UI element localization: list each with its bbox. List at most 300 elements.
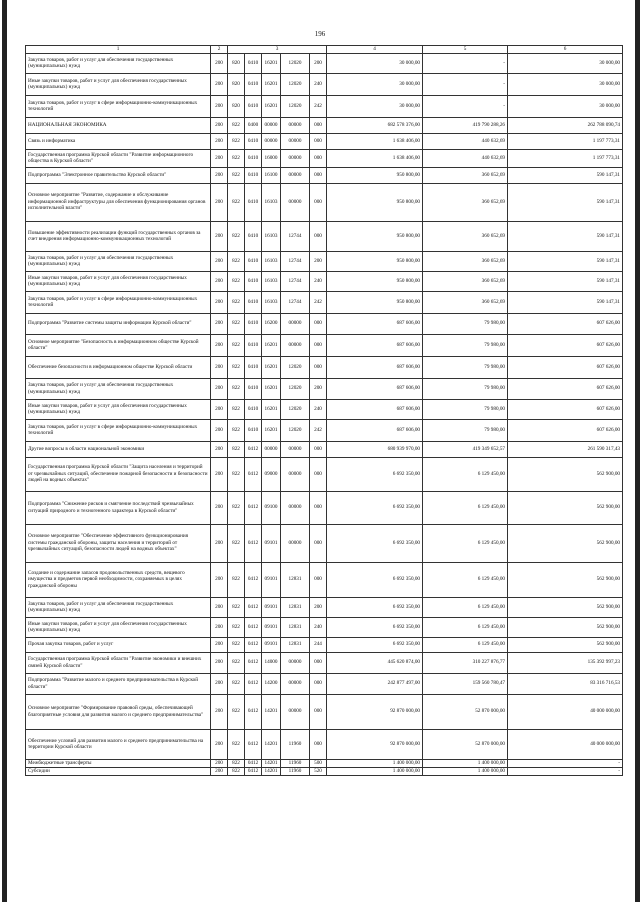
code-cell: 200 <box>211 73 228 95</box>
code-cell: 000 <box>310 491 327 524</box>
code-cell: 200 <box>211 291 228 313</box>
amount-cell: 30 000,00 <box>508 73 623 95</box>
table-row <box>26 291 623 313</box>
code-cell: 244 <box>310 637 327 652</box>
amount-cell: 562 900,00 <box>508 617 623 637</box>
amount-cell: 79 980,00 <box>423 356 508 378</box>
row-label: Подпрограмма "Электронное правительство Курской области" <box>26 167 211 183</box>
amount-cell: 159 560 780,47 <box>423 673 508 694</box>
code-cell: 11960 <box>281 767 310 775</box>
amount-cell: 440 632,69 <box>423 149 508 167</box>
code-cell: 500 <box>310 759 327 767</box>
code-cell: 822 <box>228 291 245 313</box>
code-cell: 200 <box>211 729 228 759</box>
code-cell: 00000 <box>281 652 310 673</box>
amount-cell: 562 900,00 <box>508 457 623 491</box>
code-cell: 12744 <box>281 221 310 251</box>
table-body <box>26 53 623 775</box>
code-cell: 820 <box>228 95 245 117</box>
code-cell: 16103 <box>262 183 281 221</box>
amount-cell: 687 606,00 <box>327 399 423 419</box>
code-cell: 000 <box>310 694 327 729</box>
code-cell: 12744 <box>281 271 310 291</box>
code-cell: 00000 <box>281 183 310 221</box>
code-cell: 200 <box>211 491 228 524</box>
amount-cell: 30 000,00 <box>327 73 423 95</box>
code-cell: 0412 <box>245 767 262 775</box>
amount-cell: - <box>423 73 508 95</box>
code-cell: 0410 <box>245 399 262 419</box>
code-cell: 000 <box>310 729 327 759</box>
table-row <box>26 673 623 694</box>
code-cell: 200 <box>211 562 228 597</box>
code-cell: 200 <box>211 53 228 73</box>
code-cell: 09000 <box>262 457 281 491</box>
code-cell: 200 <box>310 597 327 617</box>
code-cell: 242 <box>310 95 327 117</box>
amount-cell: 360 652,69 <box>423 251 508 271</box>
code-cell: 240 <box>310 271 327 291</box>
code-cell: 09100 <box>262 491 281 524</box>
code-cell: 0410 <box>245 419 262 441</box>
row-label: Субсидии <box>26 767 211 775</box>
code-cell: 0412 <box>245 673 262 694</box>
amount-cell: 40 000 000,00 <box>508 694 623 729</box>
code-cell: 12020 <box>281 378 310 399</box>
row-label: НАЦИОНАЛЬНАЯ ЭКОНОМИКА <box>26 117 211 133</box>
row-label: Подпрограмма "Снижение рисков и смягчение последствий чрезвычайных ситуаций природного и техногенного характера в Курской области" <box>26 491 211 524</box>
amount-cell: 445 620 874,00 <box>327 652 423 673</box>
code-cell: 000 <box>310 133 327 149</box>
code-cell: 200 <box>310 53 327 73</box>
table-row <box>26 221 623 251</box>
amount-cell: 360 652,69 <box>423 271 508 291</box>
code-cell: 12831 <box>281 617 310 637</box>
code-cell: 16201 <box>262 399 281 419</box>
code-cell: 822 <box>228 457 245 491</box>
table-row <box>26 183 623 221</box>
scan-edge-left <box>2 0 7 902</box>
table-row <box>26 729 623 759</box>
amount-cell: 79 980,00 <box>423 313 508 334</box>
code-cell: 822 <box>228 251 245 271</box>
amount-cell: 30 000,00 <box>508 53 623 73</box>
code-cell: 240 <box>310 617 327 637</box>
amount-cell: 682 578 376,00 <box>327 117 423 133</box>
amount-cell: 92 870 000,00 <box>327 729 423 759</box>
code-cell: 00000 <box>281 133 310 149</box>
amount-cell: - <box>508 767 623 775</box>
amount-cell: 79 980,00 <box>423 419 508 441</box>
table-row <box>26 637 623 652</box>
code-cell: 00000 <box>281 167 310 183</box>
amount-cell: 30 000,00 <box>508 95 623 117</box>
amount-cell: 950 800,00 <box>327 221 423 251</box>
amount-cell: 6 692 350,00 <box>327 524 423 562</box>
code-cell: 12831 <box>281 637 310 652</box>
code-cell: 0412 <box>245 729 262 759</box>
code-cell: 822 <box>228 334 245 356</box>
code-cell: 11960 <box>281 729 310 759</box>
amount-cell: 590 147,31 <box>508 183 623 221</box>
amount-cell: 607 626,00 <box>508 378 623 399</box>
code-cell: 0410 <box>245 313 262 334</box>
amount-cell: 590 147,31 <box>508 221 623 251</box>
amount-cell: 687 606,00 <box>327 334 423 356</box>
column-number-row <box>26 46 623 54</box>
code-cell: 0410 <box>245 378 262 399</box>
amount-cell: 30 000,00 <box>327 95 423 117</box>
table-row <box>26 149 623 167</box>
amount-cell: 6 692 350,00 <box>327 457 423 491</box>
code-cell: 16201 <box>262 378 281 399</box>
code-cell: 0410 <box>245 334 262 356</box>
code-cell: 0410 <box>245 73 262 95</box>
table-row <box>26 95 623 117</box>
row-label: Государственная программа Курской области "Развитие информационного общества в Курской области" <box>26 149 211 167</box>
amount-cell: 6 129 450,00 <box>423 637 508 652</box>
amount-cell: 1 197 773,31 <box>508 133 623 149</box>
code-cell: 14000 <box>262 652 281 673</box>
code-cell: 000 <box>310 149 327 167</box>
table-row <box>26 334 623 356</box>
code-cell: 822 <box>228 729 245 759</box>
amount-cell: 360 652,69 <box>423 221 508 251</box>
row-label: Иные закупки товаров, работ и услуг для обеспечения государственных (муниципальных) нужд <box>26 271 211 291</box>
code-cell: 0412 <box>245 491 262 524</box>
code-cell: 822 <box>228 183 245 221</box>
code-cell: 0410 <box>245 291 262 313</box>
code-cell: 00000 <box>262 117 281 133</box>
code-cell: 822 <box>228 399 245 419</box>
table-row <box>26 419 623 441</box>
table-row <box>26 457 623 491</box>
table-row <box>26 759 623 767</box>
code-cell: 000 <box>310 524 327 562</box>
row-label: Прочая закупка товаров, работ и услуг <box>26 637 211 652</box>
amount-cell: 1 400 000,00 <box>327 767 423 775</box>
code-cell: 0412 <box>245 652 262 673</box>
code-cell: 200 <box>211 759 228 767</box>
amount-cell: 30 000,00 <box>327 53 423 73</box>
amount-cell: - <box>423 53 508 73</box>
page-number: 196 <box>314 30 326 38</box>
amount-cell: 950 800,00 <box>327 183 423 221</box>
amount-cell: 607 626,00 <box>508 334 623 356</box>
code-cell: 200 <box>310 378 327 399</box>
amount-cell: 1 400 000,00 <box>423 767 508 775</box>
table-row <box>26 117 623 133</box>
code-cell: 0412 <box>245 441 262 457</box>
code-cell: 822 <box>228 524 245 562</box>
code-cell: 822 <box>228 356 245 378</box>
code-cell: 00000 <box>281 334 310 356</box>
table-row <box>26 167 623 183</box>
code-cell: 0412 <box>245 562 262 597</box>
amount-cell: 79 980,00 <box>423 378 508 399</box>
amount-cell: 6 692 350,00 <box>327 637 423 652</box>
row-label: Закупка товаров, работ и услуг в сфере информационно-коммуникационных технологий <box>26 419 211 441</box>
code-cell: 822 <box>228 597 245 617</box>
code-cell: 822 <box>228 117 245 133</box>
table-row <box>26 356 623 378</box>
row-label: Повышение эффективности реализации функций государственных органов за счет внедрения информационно-коммуникационных технологий <box>26 221 211 251</box>
code-cell: 822 <box>228 378 245 399</box>
amount-cell: 419 349 652,57 <box>423 441 508 457</box>
code-cell: 00000 <box>281 149 310 167</box>
code-cell: 822 <box>228 221 245 251</box>
amount-cell: 83 316 716,53 <box>508 673 623 694</box>
code-cell: 12020 <box>281 95 310 117</box>
amount-cell: 6 129 450,00 <box>423 491 508 524</box>
amount-cell: 135 392 997,23 <box>508 652 623 673</box>
amount-cell: - <box>423 95 508 117</box>
code-cell: 16201 <box>262 73 281 95</box>
code-cell: 000 <box>310 673 327 694</box>
amount-cell: 6 129 450,00 <box>423 617 508 637</box>
code-cell: 200 <box>211 95 228 117</box>
code-cell: 16201 <box>262 53 281 73</box>
amount-cell: 242 877 497,00 <box>327 673 423 694</box>
row-label: Обеспечение безопасности в информационном обществе Курской области <box>26 356 211 378</box>
code-cell: 822 <box>228 617 245 637</box>
code-cell: 520 <box>310 767 327 775</box>
table-row <box>26 133 623 149</box>
amount-cell: 562 900,00 <box>508 491 623 524</box>
code-cell: 200 <box>211 149 228 167</box>
amount-cell: 52 870 000,00 <box>423 729 508 759</box>
amount-cell: 310 227 876,77 <box>423 652 508 673</box>
table-row <box>26 271 623 291</box>
code-cell: 12020 <box>281 53 310 73</box>
code-cell: 0410 <box>245 271 262 291</box>
amount-cell: 261 590 317,43 <box>508 441 623 457</box>
amount-cell: 562 900,00 <box>508 562 623 597</box>
amount-cell: 262 788 090,74 <box>508 117 623 133</box>
amount-cell: 419 790 288,26 <box>423 117 508 133</box>
amount-cell: 1 400 000,00 <box>327 759 423 767</box>
row-label: Государственная программа Курской области "Защита населения и территорий от чрезвычайных ситуаций, обеспечение пожарной безопасности и безопасности людей на водных объектах" <box>26 457 211 491</box>
code-cell: 000 <box>310 441 327 457</box>
row-label: Создание и содержание запасов продовольственных средств, вещевого имущества и предметов первой необходимости, сохраняемых в целях гражданской обороны <box>26 562 211 597</box>
amount-cell: 6 692 350,00 <box>327 617 423 637</box>
code-cell: 200 <box>211 399 228 419</box>
code-cell: 12744 <box>281 291 310 313</box>
code-cell: 09101 <box>262 597 281 617</box>
code-cell: 12831 <box>281 597 310 617</box>
table-row <box>26 767 623 775</box>
amount-cell: 79 980,00 <box>423 334 508 356</box>
code-cell: 200 <box>211 221 228 251</box>
code-cell: 00000 <box>281 117 310 133</box>
table-row <box>26 694 623 729</box>
amount-cell: 687 606,00 <box>327 356 423 378</box>
code-cell: 0412 <box>245 617 262 637</box>
code-cell: 820 <box>228 53 245 73</box>
row-label: Обеспечение условий для развития малого и среднего предпринимательства на территории Курской области <box>26 729 211 759</box>
code-cell: 242 <box>310 291 327 313</box>
code-cell: 12831 <box>281 562 310 597</box>
header-cell: 5 <box>423 46 508 54</box>
code-cell: 822 <box>228 313 245 334</box>
code-cell: 00000 <box>281 694 310 729</box>
amount-cell: 6 129 450,00 <box>423 562 508 597</box>
code-cell: 200 <box>211 313 228 334</box>
code-cell: 200 <box>211 597 228 617</box>
code-cell: 00000 <box>281 313 310 334</box>
amount-cell: 950 800,00 <box>327 291 423 313</box>
code-cell: 822 <box>228 652 245 673</box>
amount-cell: 1 638 406,00 <box>327 133 423 149</box>
code-cell: 00000 <box>262 133 281 149</box>
code-cell: 822 <box>228 637 245 652</box>
row-label: Иные закупки товаров, работ и услуг для обеспечения государственных (муниципальных) нужд <box>26 399 211 419</box>
code-cell: 822 <box>228 133 245 149</box>
amount-cell: 40 000 000,00 <box>508 729 623 759</box>
code-cell: 12020 <box>281 399 310 419</box>
table-row <box>26 652 623 673</box>
code-cell: 822 <box>228 491 245 524</box>
code-cell: 0412 <box>245 637 262 652</box>
row-label: Государственная программа Курской области "Развитие экономики и внешних связей Курской области" <box>26 652 211 673</box>
code-cell: 822 <box>228 767 245 775</box>
code-cell: 0410 <box>245 95 262 117</box>
code-cell: 822 <box>228 759 245 767</box>
code-cell: 0410 <box>245 149 262 167</box>
row-label: Закупка товаров, работ и услуг для обеспечения государственных (муниципальных) нужд <box>26 378 211 399</box>
code-cell: 14200 <box>262 673 281 694</box>
code-cell: 000 <box>310 652 327 673</box>
code-cell: 200 <box>211 167 228 183</box>
code-cell: 242 <box>310 419 327 441</box>
row-label: Закупка товаров, работ и услуг для обеспечения государственных (муниципальных) нужд <box>26 251 211 271</box>
code-cell: 0410 <box>245 221 262 251</box>
header-cell: 3 <box>228 46 327 54</box>
row-label: Основное мероприятие "Развитие, содержание и обслуживание информационной инфраструктуры для обеспечения функционирования органов исполнительной власти" <box>26 183 211 221</box>
amount-cell: 607 626,00 <box>508 419 623 441</box>
code-cell: 240 <box>310 399 327 419</box>
amount-cell: - <box>508 759 623 767</box>
amount-cell: 6 692 350,00 <box>327 597 423 617</box>
header-cell: 2 <box>211 46 228 54</box>
budget-table <box>25 45 623 776</box>
code-cell: 200 <box>211 117 228 133</box>
row-label: Основное мероприятие "Обеспечение эффективного функционирования системы гражданской обороны, защиты населения и территорий от чрезвычайных ситуаций, безопасности людей на водных объектах" <box>26 524 211 562</box>
code-cell: 200 <box>211 133 228 149</box>
amount-cell: 590 147,31 <box>508 271 623 291</box>
code-cell: 09101 <box>262 562 281 597</box>
code-cell: 200 <box>211 652 228 673</box>
row-label: Связь и информатика <box>26 133 211 149</box>
code-cell: 09101 <box>262 617 281 637</box>
table-row <box>26 562 623 597</box>
amount-cell: 562 900,00 <box>508 637 623 652</box>
code-cell: 0412 <box>245 759 262 767</box>
code-cell: 200 <box>211 183 228 221</box>
code-cell: 00000 <box>281 491 310 524</box>
amount-cell: 562 900,00 <box>508 524 623 562</box>
code-cell: 0400 <box>245 117 262 133</box>
amount-cell: 950 800,00 <box>327 271 423 291</box>
code-cell: 16201 <box>262 356 281 378</box>
code-cell: 822 <box>228 562 245 597</box>
code-cell: 822 <box>228 419 245 441</box>
amount-cell: 6 129 450,00 <box>423 457 508 491</box>
amount-cell: 360 652,69 <box>423 291 508 313</box>
row-label: Основное мероприятие "Формирование правовой среды, обеспечивающей благоприятные условия для развития малого и среднего предпринимательства" <box>26 694 211 729</box>
table-row <box>26 491 623 524</box>
amount-cell: 6 129 450,00 <box>423 524 508 562</box>
code-cell: 14201 <box>262 694 281 729</box>
code-cell: 200 <box>211 419 228 441</box>
code-cell: 000 <box>310 117 327 133</box>
code-cell: 00000 <box>281 457 310 491</box>
code-cell: 16201 <box>262 334 281 356</box>
code-cell: 0410 <box>245 251 262 271</box>
code-cell: 200 <box>211 378 228 399</box>
code-cell: 00000 <box>281 524 310 562</box>
code-cell: 000 <box>310 562 327 597</box>
code-cell: 12020 <box>281 356 310 378</box>
code-cell: 200 <box>211 694 228 729</box>
table-row <box>26 617 623 637</box>
scan-edge-right <box>635 0 640 902</box>
code-cell: 820 <box>228 73 245 95</box>
code-cell: 09101 <box>262 524 281 562</box>
code-cell: 0412 <box>245 694 262 729</box>
row-label: Иные закупки товаров, работ и услуг для обеспечения государственных (муниципальных) нужд <box>26 73 211 95</box>
code-cell: 200 <box>211 457 228 491</box>
code-cell: 14201 <box>262 767 281 775</box>
code-cell: 12020 <box>281 419 310 441</box>
code-cell: 200 <box>211 441 228 457</box>
code-cell: 200 <box>211 271 228 291</box>
table-row <box>26 399 623 419</box>
amount-cell: 590 147,31 <box>508 167 623 183</box>
code-cell: 200 <box>211 617 228 637</box>
amount-cell: 687 606,00 <box>327 313 423 334</box>
code-cell: 000 <box>310 334 327 356</box>
table-row <box>26 524 623 562</box>
amount-cell: 607 626,00 <box>508 356 623 378</box>
row-label: Закупка товаров, работ и услуг для обеспечения государственных (муниципальных) нужд <box>26 53 211 73</box>
amount-cell: 562 900,00 <box>508 597 623 617</box>
amount-cell: 687 606,00 <box>327 378 423 399</box>
code-cell: 200 <box>211 251 228 271</box>
row-label: Основное мероприятие "Безопасность в информационном обществе Курской области" <box>26 334 211 356</box>
code-cell: 0410 <box>245 133 262 149</box>
amount-cell: 1 197 773,31 <box>508 149 623 167</box>
table-row <box>26 597 623 617</box>
code-cell: 16201 <box>262 419 281 441</box>
code-cell: 16103 <box>262 291 281 313</box>
code-cell: 12020 <box>281 73 310 95</box>
amount-cell: 52 870 000,00 <box>423 694 508 729</box>
code-cell: 000 <box>310 221 327 251</box>
amount-cell: 1 638 406,00 <box>327 149 423 167</box>
code-cell: 822 <box>228 271 245 291</box>
code-cell: 822 <box>228 673 245 694</box>
amount-cell: 607 626,00 <box>508 313 623 334</box>
code-cell: 14201 <box>262 759 281 767</box>
table-row <box>26 378 623 399</box>
code-cell: 200 <box>211 673 228 694</box>
row-label: Закупка товаров, работ и услуг в сфере информационно-коммуникационных технологий <box>26 95 211 117</box>
code-cell: 240 <box>310 73 327 95</box>
code-cell: 000 <box>310 167 327 183</box>
amount-cell: 6 692 350,00 <box>327 491 423 524</box>
table-row <box>26 251 623 271</box>
